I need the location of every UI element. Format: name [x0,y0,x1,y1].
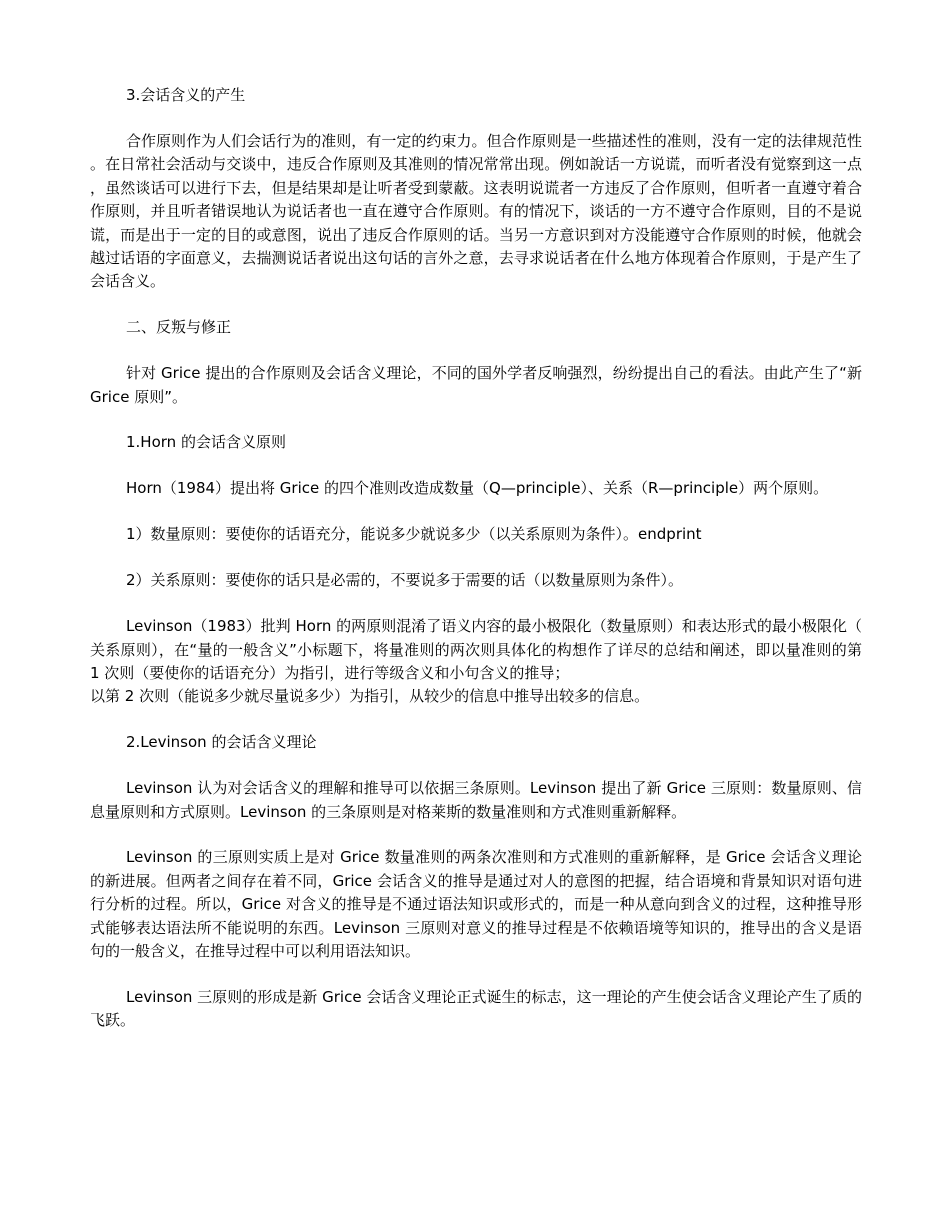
list-item-quantity-principle: 1）数量原则：要使你的话语充分，能说多少就说多少（以关系原则为条件）。endprint [126,525,702,544]
paragraph-neo-grice-intro: 针对 Grice 提出的合作原则及会话含义理论，不同的国外学者反响强烈，纷纷提出自己的看法。由此产生了“新 Grice 原则”。 [90,364,867,406]
section-heading-horn: 1.Horn 的会话含义原则 [126,433,286,452]
paragraph-levinson-significance: Levinson 三原则的形成是新 Grice 会话含义理论正式诞生的标志，这一理论的产生使会话含义理论产生了质的飞跃。 [90,987,862,1030]
paragraph-levinson-critique: Levinson（1983）批判 Horn 的两原则混淆了语义内容的最小极限化（数量原则）和表达形式的最小极限化（关系原则），在“量的一般含义”小标题下，将量准则的两次则具体化的构想作了详尽的总结和阐述，即以量准则的第 1 次则（要使你的话语充分）为指引，进行等级含义和小句含义的推导； [90,617,867,682]
paragraph-horn-principles: Horn（1984）提出将 Grice 的四个准则改造成数量（Q—principle）、关系（R—principle）两个原则。 [126,479,829,498]
paragraph-levinson-three-principles: Levinson 认为对会话含义的理解和推导可以依据三条原则。Levinson 提出了新 Grice 三原则：数量原则、信息量原则和方式原则。Levinson 的三条原则是对格莱斯的数量准则和方式准则重新解释。 [90,779,862,821]
section-heading-levinson: 2.Levinson 的会话含义理论 [126,733,317,752]
paragraph-cooperative-principle: 合作原则作为人们会话行为的准则，有一定的约束力。但合作原则是一些描述性的准则，没有一定的法律规范性。在日常社会活动与交谈中，违反合作原则及其准则的情况常常出现。例如說话一方说谎，而听者没有觉察到这一点，虽然谈话可以进行下去，但是结果却是让听者受到蒙蔽。这表明说谎者一方违反了合作原则，但听者一直遵守着合作原则，并且听者错误地认为说话者也一直在遵守合作原则。有的情况下，谈话的一方不遵守合作原则，目的不是说谎，而是出于一定的目的或意图，说出了违反合作原则的话。当另一方意识到对方没能遵守合作原则的时候，他就会越过话语的字面意义，去揣测说话者说出这句话的言外之意，去寻求说话者在什么地方体现着合作原则，于是产生了会话含义。 [90,131,862,291]
document-page [90,84,867,1033]
section-heading-rebellion-revision: 二、反叛与修正 [126,318,232,337]
section-heading-implicature-origin: 3.会话含义的产生 [126,86,246,104]
paragraph-levinson-critique-tail: 以第 2 次则（能说多少就尽量说多少）为指引，从较少的信息中推导出较多的信息。 [90,687,650,706]
list-item-relation-principle: 2）关系原则：要使你的话只是必需的，不要说多于需要的话（以数量原则为条件）。 [126,571,684,590]
paragraph-levinson-reinterpretation: Levinson 的三原则实质上是对 Grice 数量准则的两条次准则和方式准则的重新解释，是 Grice 会话含义理论的新进展。但两者之间存在着不同，Grice 会话含义的推导是通过对人的意图的把握，结合语境和背景知识对语句进行分析的过程。所以，Grice 对含义的推导是不通过语法知识或形式的，而是一种从意向到含义的过程，这种推导形式能够表达语法所不能说明的东西。Levinson 三原则对意义的推导过程是不依赖语境等知识的，推导出的含义是语句的一般含义，在推导过程中可以利用语法知识。 [90,848,862,961]
